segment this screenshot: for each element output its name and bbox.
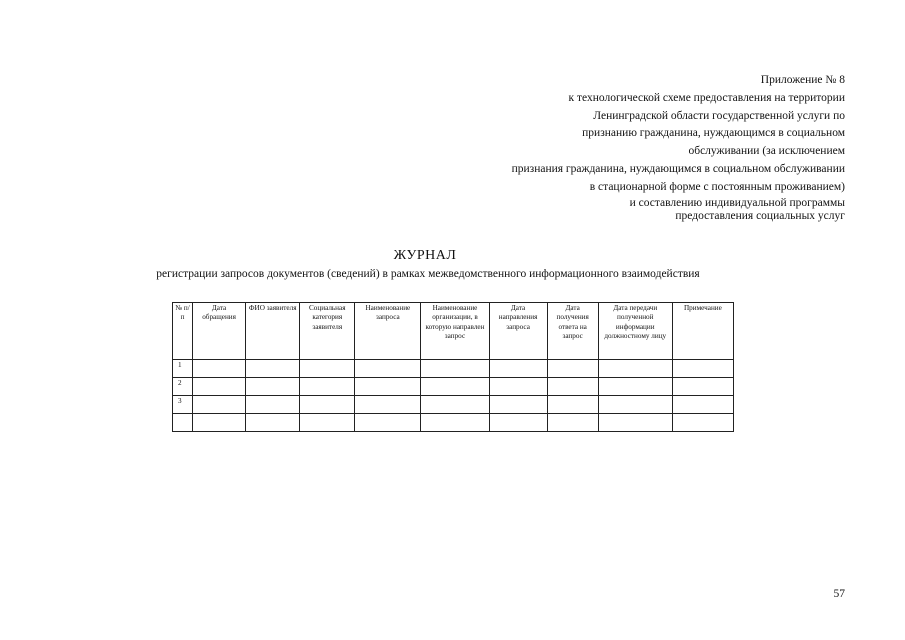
table-cell: [598, 360, 672, 378]
table-cell: [421, 378, 489, 396]
table-cell: [421, 396, 489, 414]
table-cell: [489, 378, 547, 396]
table-cell: [193, 378, 246, 396]
table-cell: [246, 378, 300, 396]
table-cell: [355, 378, 421, 396]
table-cell: [672, 360, 733, 378]
row-number-cell: [173, 414, 193, 432]
header-cell-response-date: Дата получения ответа на запрос: [547, 303, 598, 360]
page-number: 57: [833, 588, 845, 600]
table-row: [173, 396, 734, 414]
table-cell: [355, 360, 421, 378]
header-cell-transfer-date: Дата передачи полученной информации должностному лицу: [598, 303, 672, 360]
table-cell: [547, 378, 598, 396]
appendix-line-3: признанию гражданина, нуждающимся в социальном: [582, 127, 845, 140]
appendix-line-1: к технологической схеме предоставления на территории: [568, 91, 845, 104]
appendix-line-5: признания гражданина, нуждающимся в социальном обслуживании: [511, 163, 845, 176]
table-cell: [246, 360, 300, 378]
table-cell: [421, 360, 489, 378]
table-row: [173, 378, 734, 396]
table-cell: [672, 414, 733, 432]
appendix-line-6: в стационарной форме с постоянным проживанием): [589, 180, 845, 193]
table-cell: [547, 396, 598, 414]
header-row: [173, 303, 734, 360]
header-cell-organization: Наименование организации, в которую направлен запрос: [421, 303, 489, 360]
journal-subtitle: регистрации запросов документов (сведений) в рамках межведомственного информационного взаимодействия: [156, 268, 700, 280]
table-cell: [300, 396, 355, 414]
table-cell: [672, 378, 733, 396]
table-cell: [489, 414, 547, 432]
table-cell: [598, 396, 672, 414]
appendix-line-4: обслуживании (за исключением: [688, 145, 845, 158]
table-cell: [672, 396, 733, 414]
header-cell-applicant-name: ФИО заявителя: [246, 303, 300, 360]
table-cell: [246, 396, 300, 414]
table-cell: [489, 360, 547, 378]
header-cell-sent-date: Дата направления запроса: [489, 303, 547, 360]
table-cell: [193, 396, 246, 414]
header-cell-note: Примечание: [672, 303, 733, 360]
journal-title: ЖУРНАЛ: [393, 248, 457, 263]
row-number-cell: 3: [173, 396, 193, 414]
table-cell: [300, 378, 355, 396]
table-cell: [547, 414, 598, 432]
table-header: [173, 303, 734, 360]
row-number-cell: 2: [173, 378, 193, 396]
table-cell: [355, 396, 421, 414]
table-row: [173, 414, 734, 432]
appendix-line-7: и составлению индивидуальной программы: [629, 196, 845, 209]
row-number-cell: 1: [173, 360, 193, 378]
register-table: [172, 302, 734, 432]
table-body: [173, 360, 734, 432]
header-cell-social-category: Социальная категория заявителя: [300, 303, 355, 360]
table-cell: [421, 414, 489, 432]
table-cell: [355, 414, 421, 432]
table-cell: [598, 378, 672, 396]
appendix-line-8: предоставления социальных услуг: [675, 210, 845, 223]
table-cell: [547, 360, 598, 378]
header-cell-number: № п/п: [173, 303, 193, 360]
table-cell: [193, 414, 246, 432]
header-cell-request-name: Наименование запроса: [355, 303, 421, 360]
appendix-header: [512, 72, 845, 224]
table-cell: [193, 360, 246, 378]
appendix-line-2: Ленинградской области государственной услуги по: [593, 109, 845, 122]
header-cell-request-date: Дата обращения: [193, 303, 246, 360]
table-cell: [300, 414, 355, 432]
table-cell: [489, 396, 547, 414]
table-cell: [246, 414, 300, 432]
table-cell: [598, 414, 672, 432]
appendix-number: Приложение № 8: [760, 74, 845, 86]
table-cell: [300, 360, 355, 378]
table-row: [173, 360, 734, 378]
